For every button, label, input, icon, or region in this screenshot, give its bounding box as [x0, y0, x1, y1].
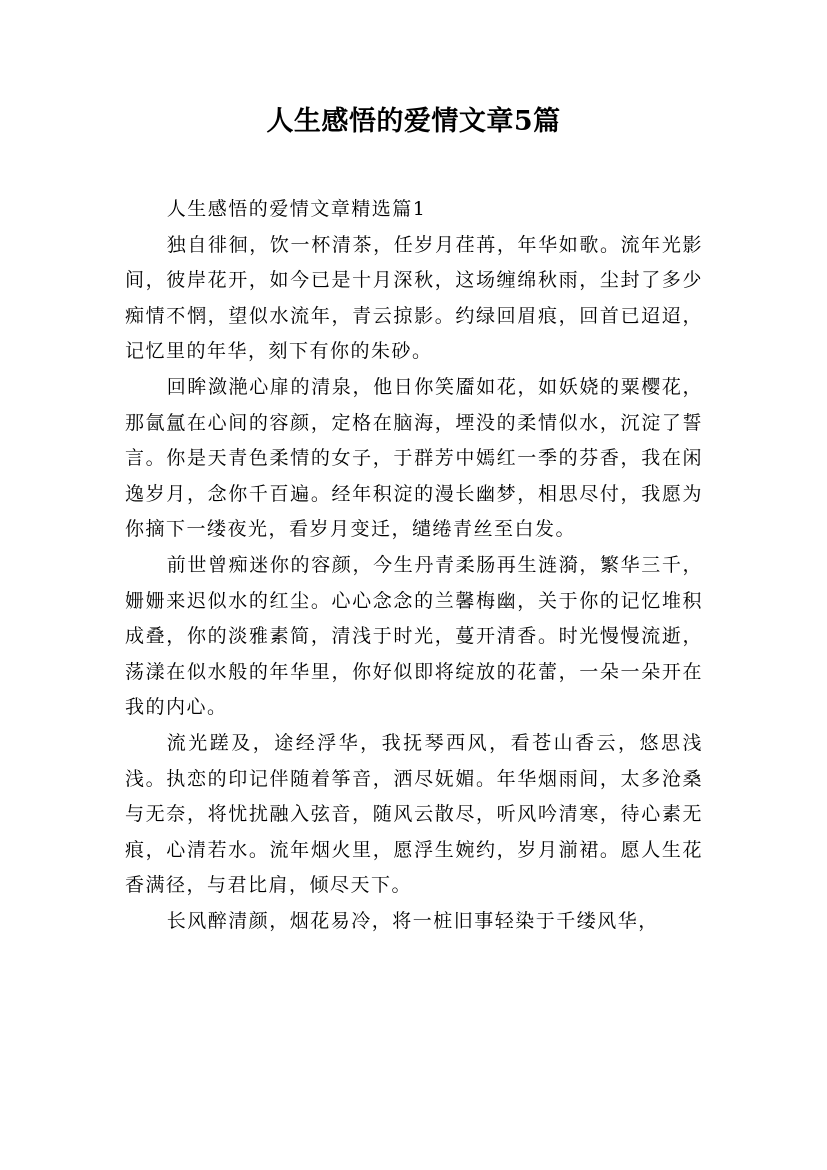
paragraph-2: 回眸潋滟心扉的清泉，他日你笑靥如花，如妖娆的粟樱花，那氤氲在心间的容颜，定格在脑海，堙没的柔情似水，沉淀了誓言。你是天青色柔情的女子，于群芳中嫣红一季的芬香，我在闲逸岁月，念你千百遍。经年积淀的漫长幽梦，相思尽付，我愿为你摘下一缕夜光，看岁月变迁，缱绻青丝至白发。 — [125, 375, 703, 541]
paragraph-3: 前世曾痴迷你的容颜，今生丹青柔肠再生涟漪，繁华三千，姗姗来迟似水的红尘。心心念念的兰馨梅幽，关于你的记忆堆积成叠，你的淡雅素简，清浅于时光，蔓开清香。时光慢慢流逝，荡漾在似水般的年华里，你好似即将绽放的花蕾，一朵一朵开在我的内心。 — [125, 553, 703, 719]
paragraph-1: 独自徘徊，饮一杯清茶，任岁月荏苒，年华如歌。流年光影间，彼岸花开，如今已是十月深秋，这场缠绵秋雨，尘封了多少痴情不惘，望似水流年，青云掠影。约绿回眉痕，回首已迢迢，记忆里的年华，刻下有你的朱砂。 — [125, 233, 703, 363]
document-title: 人生感悟的爱情文章5篇 — [266, 106, 561, 137]
paragraph-5: 长风醉清颜，烟花易冷，将一桩旧事轻染于千缕风华， — [166, 909, 659, 932]
paragraph-4: 流光蹉及，途经浮华，我抚琴西风，看苍山香云，悠思浅浅。执恋的印记伴随着筝音，洒尽妩媚。年华烟雨间，太多沧桑与无奈，将忧扰融入弦音，随风云散尽，听风吟清寒，待心素无痕，心清若水。流年烟火里，愿浮生婉约，岁月湔裙。愿人生花香满径，与君比肩，倾尽天下。 — [125, 731, 703, 897]
document-body — [125, 192, 703, 939]
section-heading: 人生感悟的爱情文章精选篇1 — [166, 198, 427, 220]
